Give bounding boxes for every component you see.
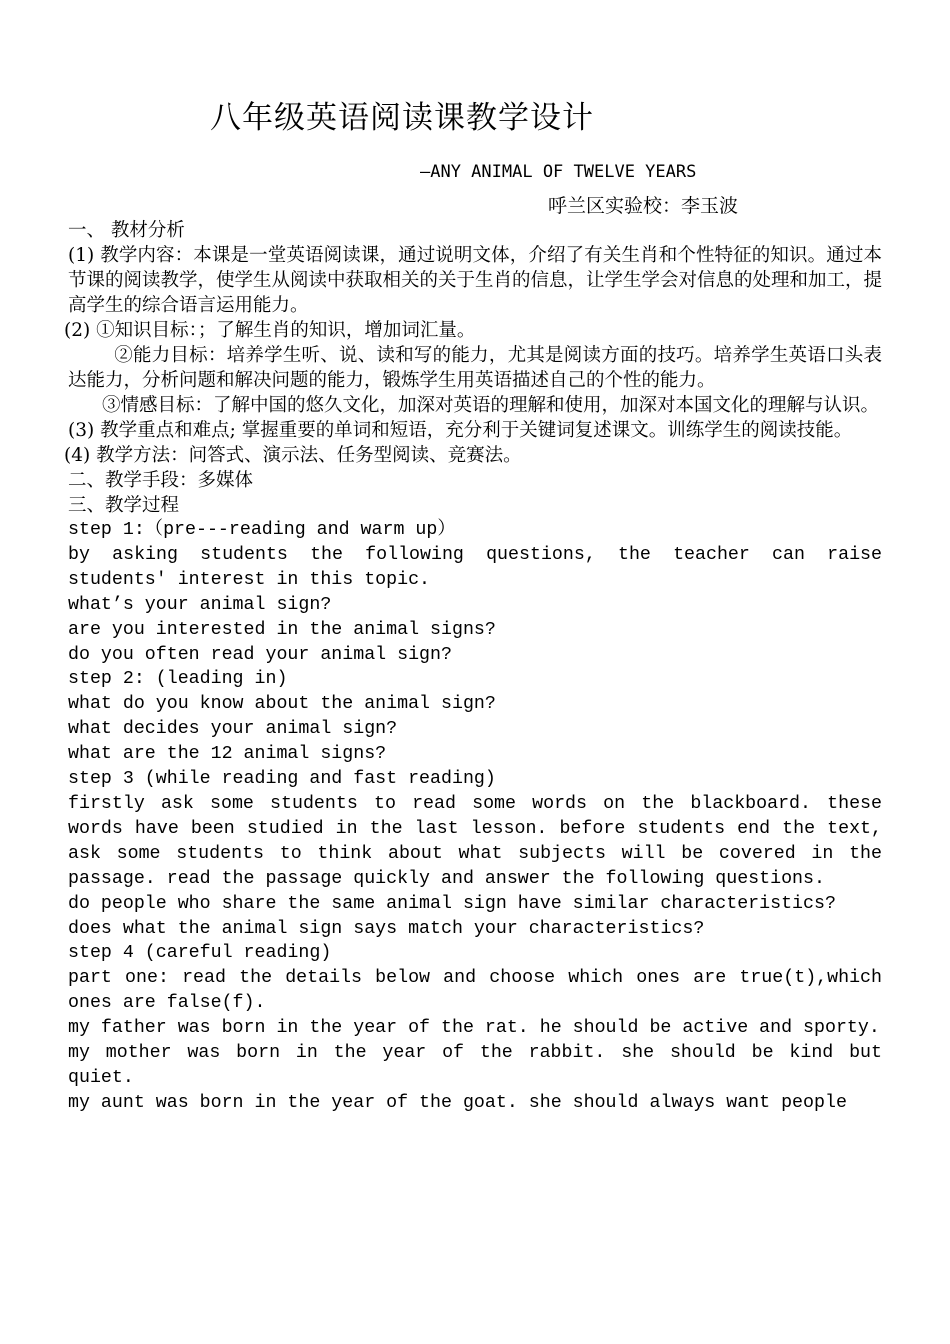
process-line: do you often read your animal sign? bbox=[68, 644, 452, 665]
document-title: 八年级英语阅读课教学设计 bbox=[210, 100, 594, 136]
document-author: 呼兰区实验校：李玉波 bbox=[548, 195, 739, 217]
process-line: step 3 (while reading and fast reading) bbox=[68, 769, 496, 790]
document-body bbox=[64, 218, 883, 1116]
process-line: my aunt was born in the year of the goat. she should always want people bbox=[68, 1092, 847, 1113]
paragraph-teaching-content: (1) 教学内容：本课是一堂英语阅读课，通过说明文体，介绍了有关生肖和个性特征的知识。通过本节课的阅读教学，使学生从阅读中获取相关的关于生肖的信息，让学生学会对信息的处理和加工，提高学生的综合语言运用能力。 bbox=[68, 245, 883, 316]
paragraph-key-points: (3) 教学重点和难点; 掌握重要的单词和短语，充分利于关键词复述课文。训练学生的阅读技能。 bbox=[68, 420, 853, 441]
process-line: are you interested in the animal signs? bbox=[68, 619, 496, 640]
process-line: what do you know about the animal sign? bbox=[68, 694, 496, 715]
process-line: by asking students the following questions, the teacher can raise students′ interest in this topic. bbox=[68, 544, 882, 590]
paragraph-emotion-objective: ③情感目标：了解中国的悠久文化，加深对英语的理解和使用，加深对本国文化的理解与认识。 bbox=[102, 395, 880, 416]
section-heading-teaching-means: 二、教学手段：多媒体 bbox=[68, 470, 254, 491]
paragraph-knowledge-objective: (2) ①知识目标：；了解生肖的知识，增加词汇量。 bbox=[64, 320, 476, 341]
section-heading-textbook-analysis: 一、 教材分析 bbox=[68, 220, 185, 241]
process-line: my mother was born in the year of the rabbit. she should be kind but quiet. bbox=[68, 1043, 882, 1088]
process-line: step 1:（pre---reading and warm up） bbox=[68, 520, 456, 540]
paragraph-teaching-methods: (4) 教学方法：问答式、演示法、任务型阅读、竞赛法。 bbox=[64, 445, 522, 466]
process-line: do people who share the same animal sign have similar characteristics? bbox=[68, 893, 836, 914]
process-line: step 4 (careful reading) bbox=[68, 943, 332, 964]
process-line: firstly ask some students to read some words on the blackboard. these words have been studied in the last lesson. before students end the text, ask some students to think about what subjects will be covered in the passage. read the passage quickly and answer the following questions. bbox=[68, 793, 882, 889]
process-line: what are the 12 animal signs? bbox=[68, 744, 387, 765]
process-line: does what the animal sign says match your characteristics? bbox=[68, 918, 705, 939]
process-line: my father was born in the year of the rat. he should be active and sporty. bbox=[68, 1018, 880, 1039]
process-line: part one: read the details below and choose which ones are true(t),which ones are false(f). bbox=[68, 968, 882, 1014]
document-subtitle: —ANY ANIMAL OF TWELVE YEARS bbox=[420, 162, 697, 182]
process-line: what’s your animal sign? bbox=[68, 594, 332, 615]
process-line: step 2: (leading in) bbox=[68, 669, 288, 690]
section-heading-teaching-process: 三、教学过程 bbox=[68, 495, 180, 516]
paragraph-ability-objective: ②能力目标：培养学生听、说、读和写的能力，尤其是阅读方面的技巧。培养学生英语口头表达能力，分析问题和解决问题的能力，锻炼学生用英语描述自己的个性的能力。 bbox=[68, 345, 882, 391]
process-line: what decides your animal sign? bbox=[68, 719, 398, 740]
